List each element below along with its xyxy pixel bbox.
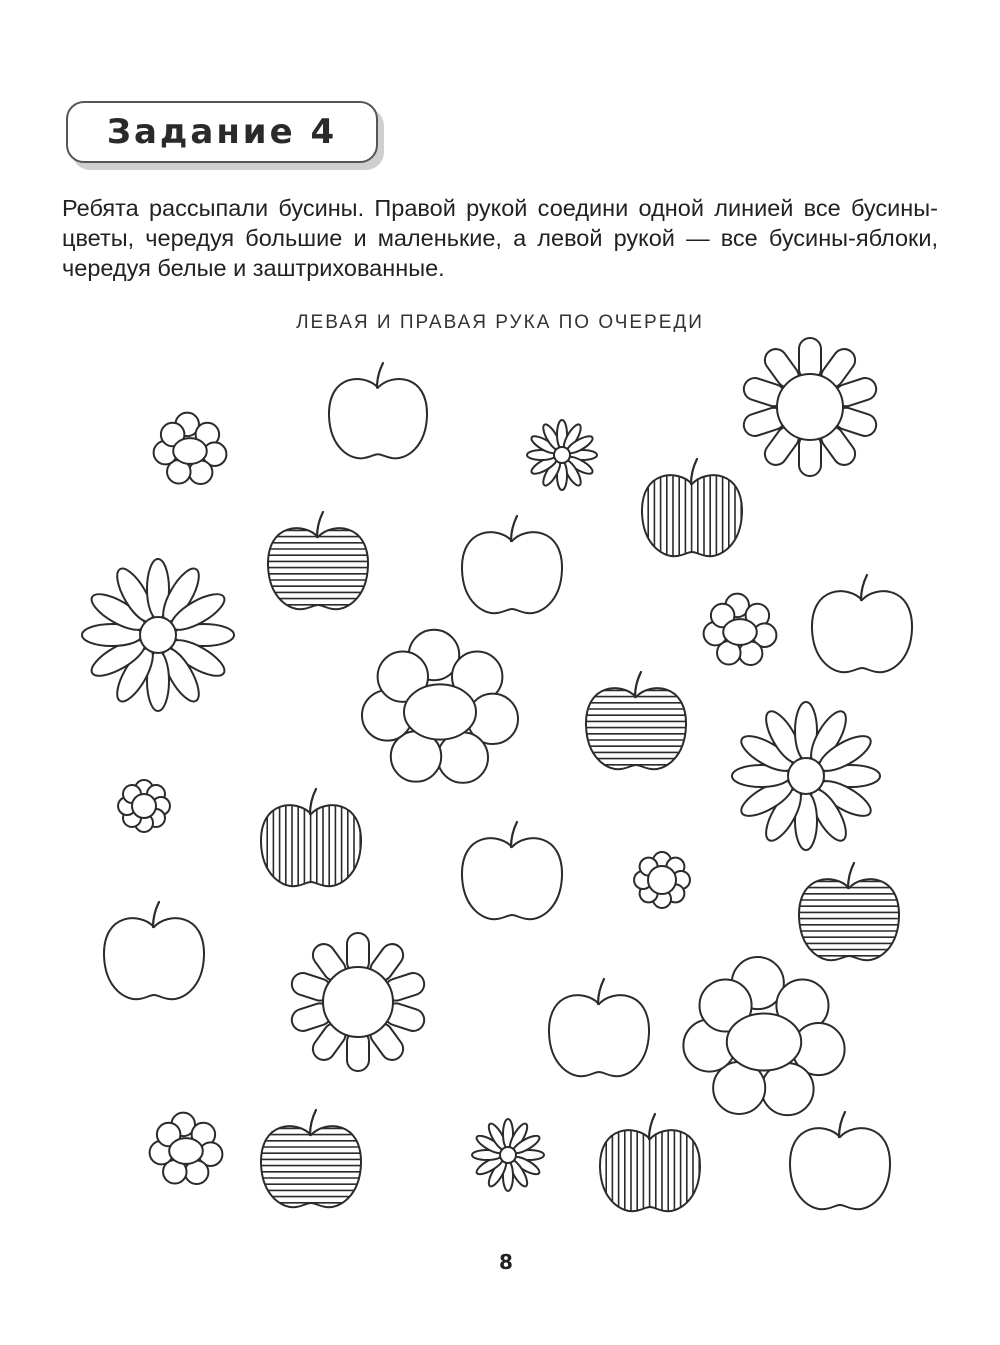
apple-bead-hatched: [584, 672, 688, 777]
apple-bead-white: [104, 902, 204, 999]
flower-bead-small: [704, 594, 777, 665]
flower-bead-big: [362, 630, 518, 783]
apple-bead-white: [549, 979, 649, 1076]
apple-bead-white: [462, 822, 562, 919]
apple-bead-hatched: [266, 512, 370, 617]
flower-bead-small: [118, 780, 170, 832]
instructions-text: Ребята рассыпали бусины. Правой рукой соедини одной линией все бусины-цветы, чередуя большие и маленькие, а левой рукой — все бусины-яблоки, чередуя белые и заштрихованные.: [62, 195, 938, 281]
flower-bead-big: [82, 559, 234, 711]
apple-bead-white: [812, 575, 912, 672]
apple-bead-hatched: [642, 459, 742, 565]
apple-bead-hatched: [259, 1110, 363, 1215]
apple-bead-hatched: [797, 863, 901, 968]
apple-bead-hatched: [261, 789, 361, 895]
apple-bead-white: [462, 516, 562, 613]
flower-bead-big: [732, 702, 880, 850]
flower-bead-small: [472, 1119, 544, 1191]
flower-bead-small: [150, 1113, 223, 1184]
flower-bead-big: [741, 338, 879, 476]
task-title: Задание 4: [106, 112, 338, 152]
flower-bead-big: [683, 957, 844, 1115]
page-number: 8: [499, 1250, 513, 1274]
apple-bead-hatched: [600, 1114, 700, 1220]
flower-bead-small: [154, 413, 227, 484]
apple-bead-white: [790, 1112, 890, 1209]
apple-bead-white: [329, 363, 427, 458]
flower-bead-small: [634, 852, 690, 908]
flower-bead-big: [289, 933, 427, 1071]
exercise-subtitle: ЛЕВАЯ И ПРАВАЯ РУКА ПО ОЧЕРЕДИ: [296, 312, 704, 333]
flower-bead-small: [527, 420, 597, 490]
